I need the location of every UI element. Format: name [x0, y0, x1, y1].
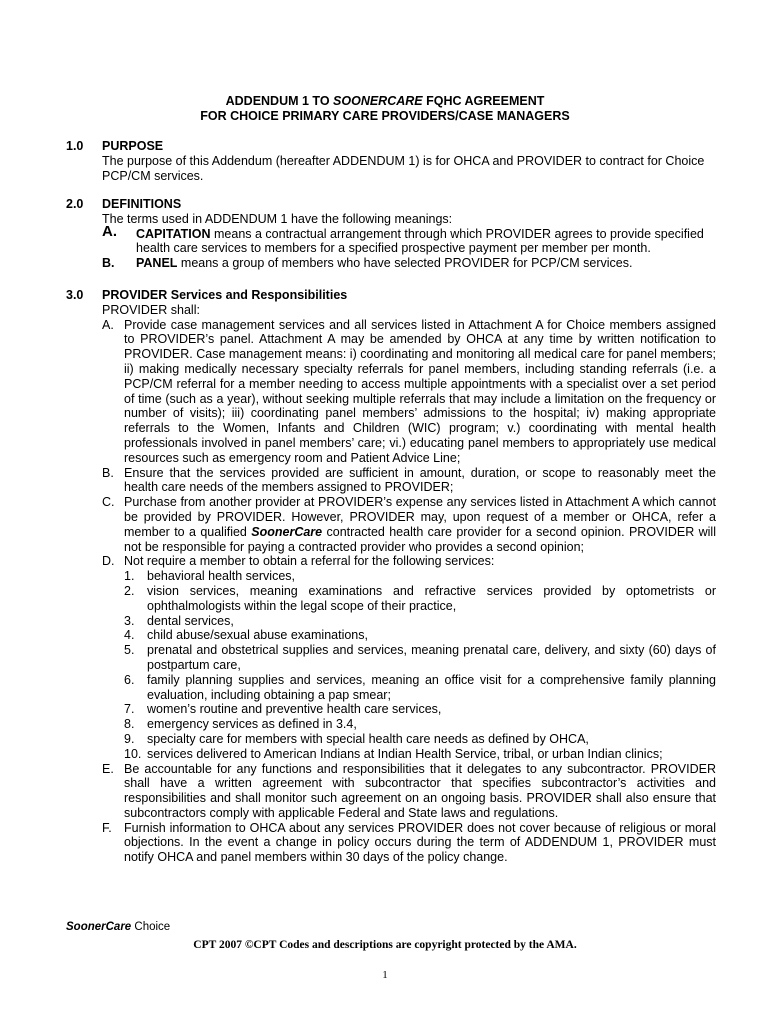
list-item-label: A. — [102, 317, 114, 332]
document-title-line-1: ADDENDUM 1 TO SOONERCARE FQHC AGREEMENT — [225, 94, 545, 108]
list-item — [102, 821, 716, 865]
list-item — [102, 318, 716, 466]
section-intro: PROVIDER shall: — [102, 302, 200, 317]
definition-label: B. — [102, 256, 115, 271]
section-heading: PROVIDER Services and Responsibilities — [102, 288, 348, 302]
list-item-text: Ensure that the services provided are sufficient in amount, duration, or scope to reasonably meet the health care needs of the members assigned to PROVIDER; — [124, 465, 716, 495]
list-item — [102, 554, 716, 761]
sub-list-item: 6. family planning supplies and services, meaning an office visit for a comprehensive family planning evaluation, including obtaining a pap smear; — [124, 672, 716, 702]
section-intro: The terms used in ADDENDUM 1 have the following meanings: — [102, 211, 453, 226]
sub-list-item: 9. specialty care for members with special health care needs as defined by OHCA, — [124, 731, 589, 746]
sub-list-item: 4. child abuse/sexual abuse examinations, — [124, 628, 368, 643]
list-item — [102, 466, 716, 496]
list-item-text: Furnish information to OHCA about any services PROVIDER does not cover because of religious or moral objections. In the event a change in policy occurs during the term of ADDENDUM 1, PROVIDER must notify OHCA and panel members within 30 days of the policy change. — [124, 820, 716, 865]
document-title-line-2: FOR CHOICE PRIMARY CARE PROVIDERS/CASE MANAGERS — [200, 109, 570, 123]
list-item-label: E. — [102, 761, 114, 776]
definition-item — [102, 222, 716, 257]
sub-list-item: 3. dental services, — [124, 613, 234, 628]
section-purpose — [66, 139, 716, 183]
definition-text: CAPITATION means a contractual arrangement through which PROVIDER agrees to provide specified health care services to members for a specified prospective payment per member per month. — [136, 226, 704, 256]
section-number: 1.0 — [66, 139, 84, 153]
section-number: 2.0 — [66, 197, 84, 211]
section-provider-services — [66, 288, 716, 865]
list-item-label: D. — [102, 554, 115, 569]
list-item-label: C. — [102, 495, 115, 510]
sub-list — [124, 569, 716, 761]
section-text: The purpose of this Addendum (hereafter ADDENDUM 1) is for OHCA and PROVIDER to contract for Choice PCP/CM services. — [102, 153, 705, 183]
sub-list-item: 8. emergency services as defined in 3.4, — [124, 717, 357, 732]
section-heading: DEFINITIONS — [102, 197, 182, 211]
list-item — [102, 762, 716, 821]
page-number: 1 — [382, 969, 388, 981]
list-item — [102, 495, 716, 554]
list-item-text: Be accountable for any functions and responsibilities that it delegates to any subcontractor. PROVIDER shall have a written agreement with subcontractor that specifies subcontractor’s activities and responsibilities and shall monitor such agreement on an ongoing basis. PROVIDER shall also ensure that subcontractors comply with applicable Federal and State laws and regulations. — [124, 761, 716, 820]
sub-list-item: 5. prenatal and obstetrical supplies and services, meaning prenatal care, delivery, and sixty (60) days of postpartum care, — [124, 643, 716, 672]
sub-list-item: 1. behavioral health services, — [124, 569, 295, 584]
list-item-text: Not require a member to obtain a referral for the following services: — [124, 554, 495, 569]
section-definitions — [66, 197, 716, 271]
list-item-label: B. — [102, 465, 114, 480]
sub-list-item: 10. services delivered to American Indians at Indian Health Service, tribal, or urban Indian clinics; — [124, 746, 663, 761]
footer-brand: SoonerCare Choice — [66, 921, 171, 933]
definition-text: PANEL means a group of members who have selected PROVIDER for PCP/CM services. — [136, 256, 633, 271]
definition-label: A. — [102, 222, 117, 240]
sub-list-item: 2. vision services, meaning examinations and refractive services provided by optometrists or ophthalmologists within the legal scope of their practice, — [124, 583, 716, 613]
definition-item — [102, 256, 716, 271]
copyright-notice: CPT 2007 ©CPT Codes and descriptions are copyright protected by the AMA. — [193, 939, 577, 951]
list-item-text: Provide case management services and all services listed in Attachment A for Choice members assigned to PROVIDER’s panel. Attachment A may be amended by OHCA at any time by written notification to PROVIDER. Case management means: i) coordinating and monitoring all medical care for panel members; ii) making medically necessary specialty referrals for panel members, including standing referrals (i.e. a PCP/CM referral for a member needing to access multiple appointments with a specialist over a set period of time (such as a year), without seeking multiple referrals that may include a limitation on the frequency or number of visits); iii) coordinating panel members’ admissions to the hospital; iv) making appropriate referrals to the Women, Infants and Children (WIC) program; v.) coordinating with mental health professionals involved in panel members’ care; vi.) educating panel members to appropriately use medical resources such as emergency room and Patient Advice Line; — [124, 317, 716, 465]
section-number: 3.0 — [66, 288, 84, 302]
sub-list-item: 7. women’s routine and preventive health care services, — [124, 702, 442, 717]
list-item-label: F. — [102, 820, 112, 835]
section-heading: PURPOSE — [102, 139, 164, 153]
list-item-text: Purchase from another provider at PROVIDER’s expense any services listed in Attachment A which cannot be provided by PROVIDER. However, PROVIDER may, upon request of a member or OHCA, refer a member to a qualified SoonerCare contracted health care provider for a second opinion. PROVIDER will not be responsible for paying a contracted provider who provides a second opinion; — [124, 495, 716, 554]
